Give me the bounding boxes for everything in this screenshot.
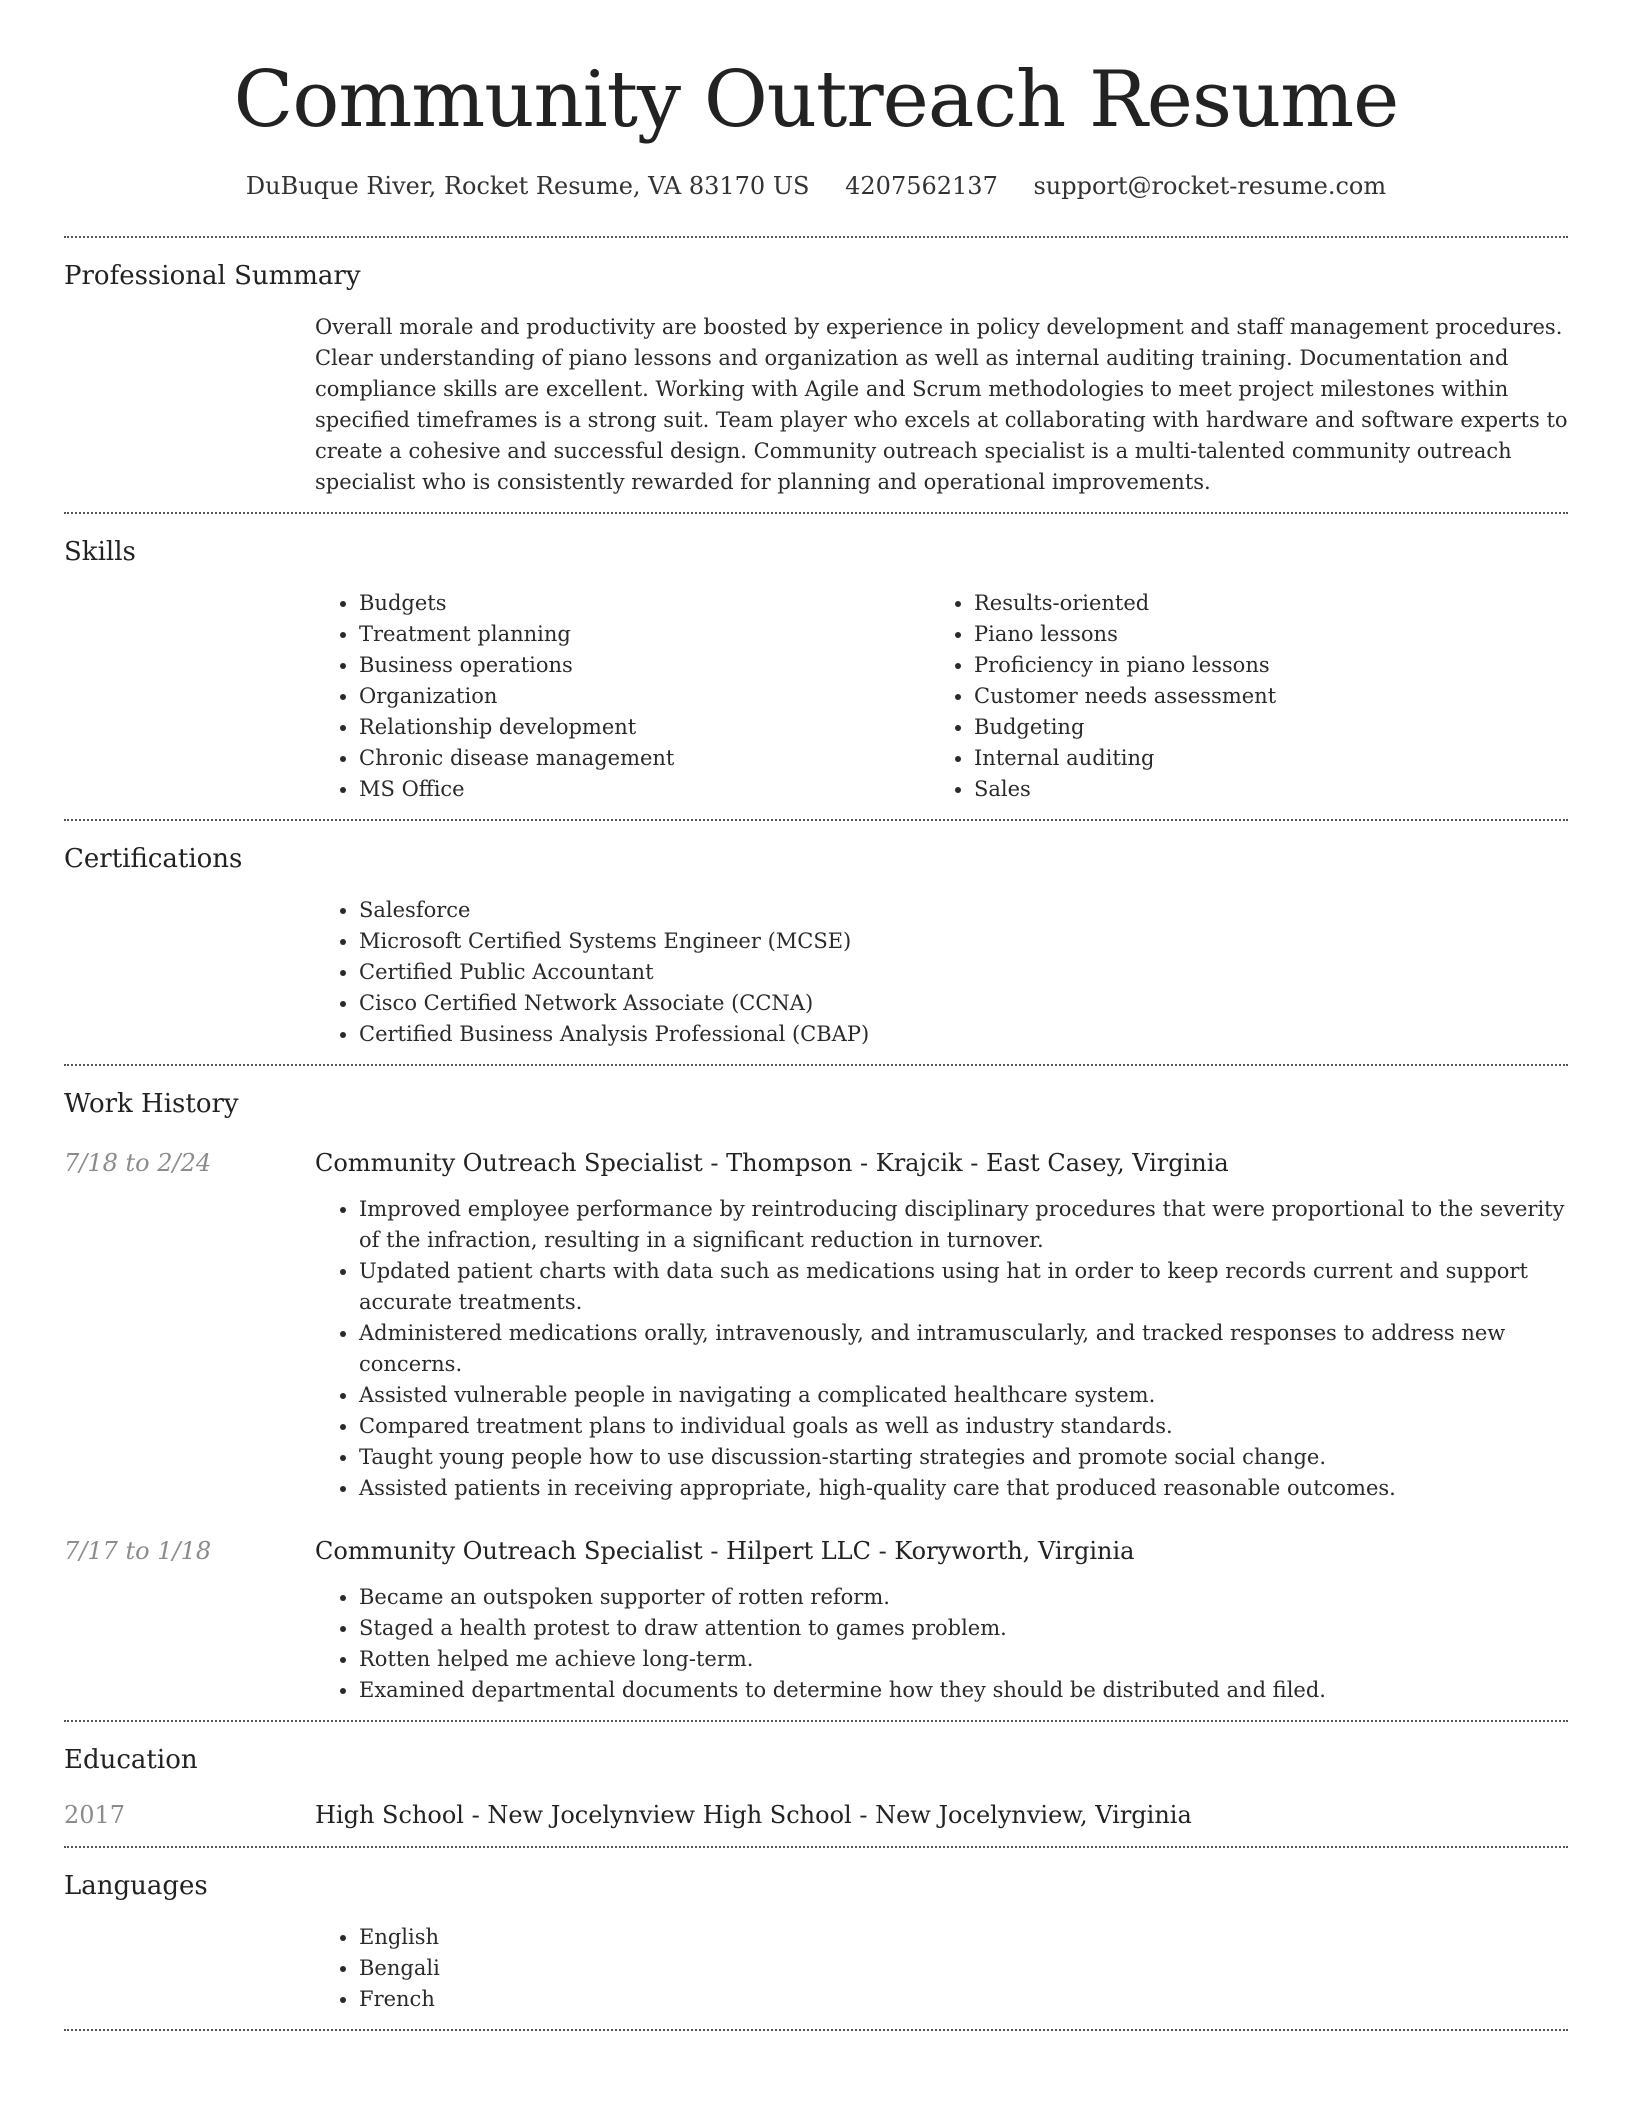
skill-item: • Budgets [359, 588, 930, 619]
education-entry [64, 1798, 1568, 1832]
skill-item: • Relationship development [359, 712, 930, 743]
skill-item: • Budgeting [974, 712, 1545, 743]
job-bullet: • Assisted vulnerable people in navigating a complicated healthcare system. [359, 1380, 1568, 1411]
section-title-certifications: Certifications [64, 844, 243, 874]
education-year: 2017 [64, 1801, 126, 1829]
languages-list [315, 1922, 1568, 2015]
skill-item: • Treatment planning [359, 619, 930, 650]
summary-text: Overall morale and productivity are boosted by experience in policy development and staff management procedures. Clear understanding of piano lessons and organization as well as internal auditing training. Documentation and compliance skills are excellent. Working with Agile and Scrum methodologies to meet project milestones within specified timeframes is a strong suit. Team player who excels at collaborating with hardware and software experts to create a cohesive and successful design. Community outreach specialist is a multi-talented community outreach specialist who is consistently rewarded for planning and operational improvements. [315, 315, 1568, 494]
certifications-section [64, 821, 1568, 1064]
skills-list-right [930, 588, 1545, 805]
job-bullet: • Staged a health protest to draw attention to games problem. [359, 1613, 1568, 1644]
languages-section [64, 1848, 1568, 2029]
work-history-section [64, 1066, 1568, 1720]
skill-item: • Organization [359, 681, 930, 712]
skill-item: • Internal auditing [974, 743, 1545, 774]
job-dates: 7/18 to 2/24 [64, 1149, 212, 1177]
language-item: • English [359, 1922, 1568, 1953]
job-bullet: • Taught young people how to use discussion-starting strategies and promote social change. [359, 1442, 1568, 1473]
job-bullet: • Administered medications orally, intravenously, and intramuscularly, and tracked responses to address new concerns. [359, 1318, 1568, 1380]
section-title-skills: Skills [64, 537, 136, 567]
section-title-work-history: Work History [64, 1089, 239, 1119]
education-title: High School - New Jocelynview High School - New Jocelynview, Virginia [315, 1801, 1192, 1829]
certification-item: • Cisco Certified Network Associate (CCNA) [359, 988, 1568, 1019]
skill-item: • Proficiency in piano lessons [974, 650, 1545, 681]
certification-item: • Certified Business Analysis Professional (CBAP) [359, 1019, 1568, 1050]
education-section [64, 1722, 1568, 1846]
email: support@rocket-resume.com [1033, 172, 1387, 200]
skill-item: • Chronic disease management [359, 743, 930, 774]
job-title: Community Outreach Specialist - Hilpert LLC - Koryworth, Virginia [315, 1537, 1135, 1565]
skills-columns [315, 588, 1568, 805]
certification-item: • Salesforce [359, 895, 1568, 926]
job-bullet: • Assisted patients in receiving appropriate, high-quality care that produced reasonable outcomes. [359, 1473, 1568, 1504]
skill-item: • Business operations [359, 650, 930, 681]
job-header [64, 1146, 1568, 1180]
section-title-education: Education [64, 1745, 198, 1775]
divider [64, 2029, 1568, 2031]
language-item: • Bengali [359, 1953, 1568, 1984]
certification-item: • Certified Public Accountant [359, 957, 1568, 988]
job-dates: 7/17 to 1/18 [64, 1537, 212, 1565]
phone: 4207562137 [845, 172, 998, 200]
job-bullet: • Compared treatment plans to individual goals as well as industry standards. [359, 1411, 1568, 1442]
job-bullet: • Became an outspoken supporter of rotten reform. [359, 1582, 1568, 1613]
job-title: Community Outreach Specialist - Thompson - Krajcik - East Casey, Virginia [315, 1149, 1229, 1177]
skills-list-left [315, 588, 930, 805]
section-title-languages: Languages [64, 1871, 208, 1901]
contact-line [64, 170, 1568, 202]
job-bullet: • Improved employee performance by reintroducing disciplinary procedures that were proportional to the severity of the infraction, resulting in a significant reduction in turnover. [359, 1194, 1568, 1256]
skills-section [64, 514, 1568, 819]
certification-item: • Microsoft Certified Systems Engineer (MCSE) [359, 926, 1568, 957]
job-bullet: • Updated patient charts with data such as medications using hat in order to keep records current and support accurate treatments. [359, 1256, 1568, 1318]
job-bullet: • Examined departmental documents to determine how they should be distributed and filed. [359, 1675, 1568, 1706]
summary-section [64, 238, 1568, 512]
language-item: • French [359, 1984, 1568, 2015]
job-bullets [315, 1582, 1568, 1706]
skill-item: • Results-oriented [974, 588, 1545, 619]
section-title-summary: Professional Summary [64, 261, 361, 291]
resume-title: Community Outreach Resume [233, 55, 1399, 145]
job-header [64, 1534, 1568, 1568]
job-bullets [315, 1194, 1568, 1504]
skill-item: • Piano lessons [974, 619, 1545, 650]
skill-item: • Customer needs assessment [974, 681, 1545, 712]
address: DuBuque River, Rocket Resume, VA 83170 US [245, 172, 810, 200]
skill-item: • MS Office [359, 774, 930, 805]
certifications-list [315, 895, 1568, 1050]
skill-item: • Sales [974, 774, 1545, 805]
job-bullet: • Rotten helped me achieve long-term. [359, 1644, 1568, 1675]
